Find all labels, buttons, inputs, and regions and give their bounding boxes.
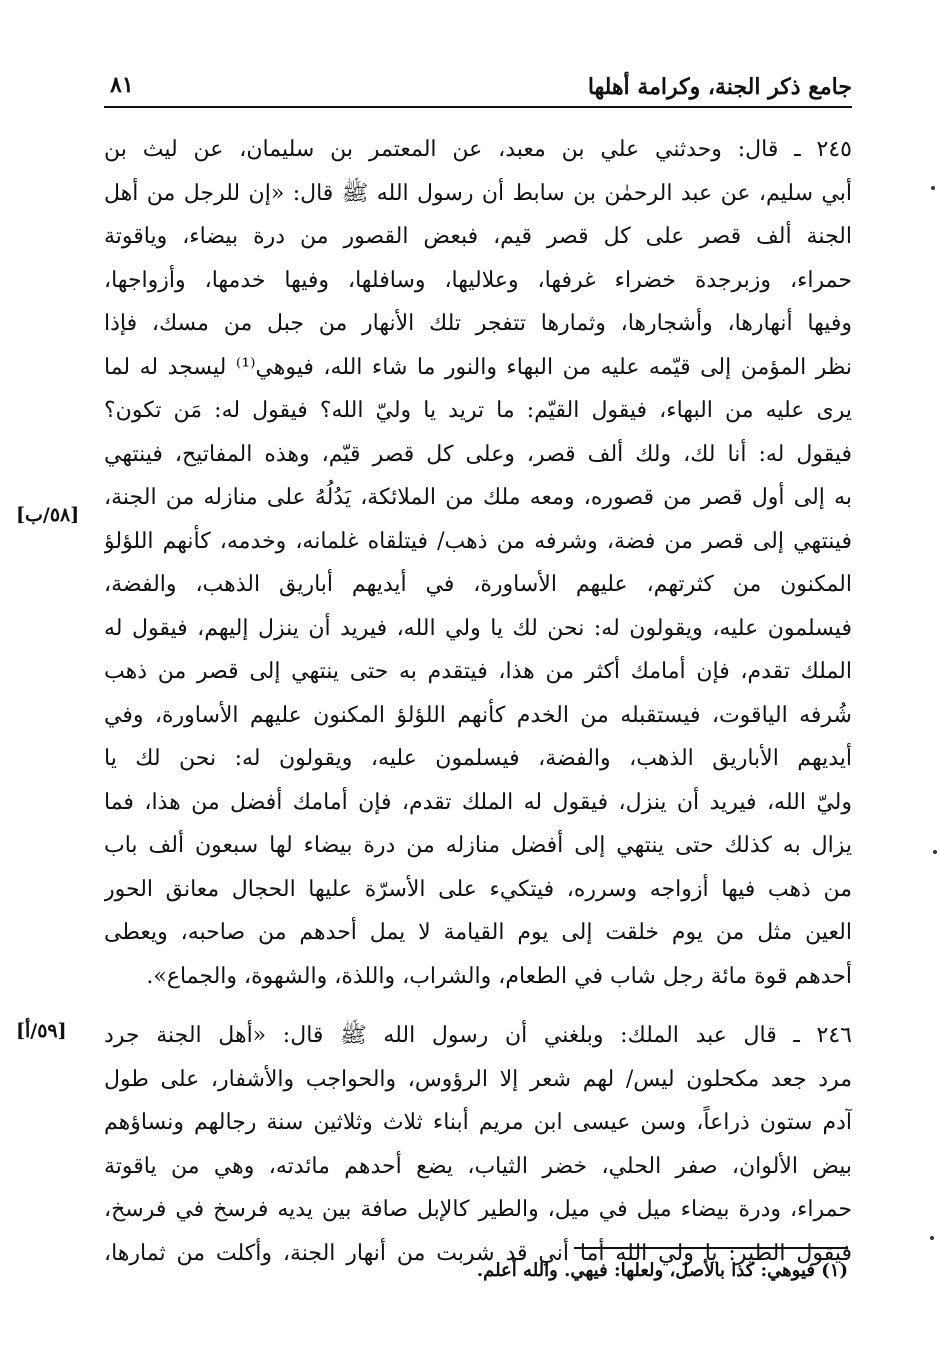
text-line: نظر المؤمن إلى قيّمه عليه من البهاء والنور ما شاء الله، فيوهي⁽¹⁾ ليسجد له لما — [104, 354, 852, 380]
text-line: به إلى أول قصر من قصوره، ومعه ملك من الملائكة، يَدُلُهُ على منازله من الجنة، — [104, 485, 852, 510]
text-line: فينتهي إلى قصر من فضة، وشرفه من ذهب/ فيتلقاه غلمانه، وخدمه، كأنهم اللؤلؤ — [104, 528, 852, 554]
text-line: فيقول له: أنا لك، ولك ألف قصر، وعلى كل قصر قيّم، وهذه المفاتيح، فينتهي — [104, 441, 852, 467]
scan-speck — [930, 1236, 934, 1240]
text-line: حمراء، ودرة بيضاء ميل في ميل، والطير كالإبل صافة بين يديه فرسخ في فرسخ، — [104, 1197, 852, 1222]
text-line: فيسلمون عليه، ويقولون له: نحن لك يا ولي الله، فيريد أن ينزل إليهم، فيقول له — [104, 615, 852, 641]
text-line: ٢٤٥ ـ قال: وحدثني علي بن معبد، عن المعتمر بن سليمان، عن ليث بن — [104, 137, 852, 162]
page-number: ٨١ — [110, 72, 134, 98]
text-line: وليّ الله، فيريد أن ينزل، فيقول له الملك تقدم، فإن أمامك أفضل من هذا، فما — [104, 789, 852, 815]
scan-speck — [931, 186, 935, 190]
text-line: حمراء، وزبرجدة خضراء غرفها، وعلاليها، وسافلها، وفيها خدمها، وأزواجها، — [104, 267, 852, 293]
text-line: ٢٤٦ ـ قال عبد الملك: وبلغني أن رسول الله ﷺ قال: «أهل الجنة جرد — [104, 1023, 852, 1048]
margin-folio-note: [٥٨/ب] — [16, 504, 80, 526]
text-line: أبي سليم، عن عبد الرحمٰن بن سابط أن رسول الله ﷺ قال: «إن للرجل من أهل — [104, 180, 852, 206]
paragraph-gap — [104, 998, 852, 1014]
text-line: أيديهم الأباريق الذهب، والفضة، فيسلمون عليه، ويقولون له: نحن لك يا — [104, 746, 852, 771]
text-line: شُرفه الياقوت، فيستقبله من الخدم كأنهم اللؤلؤ المكنون عليهم الأساورة، وفي — [104, 702, 852, 728]
text-line: من ذهب فيها أزواجه وسرره، فيتكيء على الأسرّة عليها الحجال معانق الحور — [104, 876, 852, 902]
margin-folio-note: [٥٩/أ] — [16, 1020, 67, 1042]
paragraph-245 — [104, 128, 852, 998]
text-line: آدم ستون ذراعاً، وسن عيسى ابن مريم أبناء ثلاث وثلاثين سنة رجالهم ونساؤهم — [104, 1110, 852, 1135]
text-line: الملك تقدم، فإن أمامك أكثر من هذا، فيتقدم به حتى ينتهي إلى قصر من ذهب — [104, 659, 852, 684]
text-line: فيقول الطير: يا ولي الله أما أني قد شربت من أنهار الجنة، وأكلت من ثمارها، — [104, 1240, 852, 1266]
text-line: يرى عليه من البهاء، فيقول القيّم: ما تريد يا وليّ الله؟ فيقول له: مَن تكون؟ — [104, 398, 852, 423]
paragraph-246 — [104, 1014, 852, 1275]
main-text — [104, 128, 852, 1275]
header-title: جامع ذكر الجنة، وكرامة أهلها — [587, 74, 852, 100]
running-header — [104, 62, 852, 108]
footnote: (١) فيوهي: كذا بالأصل، ولعلها: فيهي. والله أعلم. — [476, 1260, 848, 1281]
footnote-separator — [574, 1247, 848, 1249]
text-line: يزال به كذلك حتى ينتهي إلى أفضل منازله من درة بيضاء لها سبعون ألف باب — [104, 833, 852, 858]
text-line: المكنون من كثرتهم، عليهم الأساورة، في أيديهم أباريق الذهب، والفضة، — [104, 572, 852, 597]
scan-speck — [933, 850, 937, 854]
text-line: أحدهم قوة مائة رجل شاب في الطعام، والشراب، واللذة، والشهوة، والجماع». — [146, 963, 852, 989]
text-line: الجنة ألف قصر على كل قصر قيم، فبعض القصور من درة بيضاء، وياقوتة — [104, 224, 852, 249]
text-line: العين مثل من يوم خلقت إلى يوم القيامة لا يمل أحدهم من صاحبه، ويعطى — [104, 920, 852, 945]
text-line: بيض الألوان، صفر الحلي، خضر الثياب، يضع أحدهم مائدته، وهي من ياقوتة — [104, 1153, 852, 1179]
text-line: وفيها أنهارها، وأشجارها، وثمارها تتفجر تلك الأنهار من جبل من مسك، فإذا — [104, 311, 852, 336]
text-line: مرد جعد مكحلون ليس/ لهم شعر إلا الرؤوس، والحواجب والأشفار، على طول — [104, 1066, 852, 1092]
